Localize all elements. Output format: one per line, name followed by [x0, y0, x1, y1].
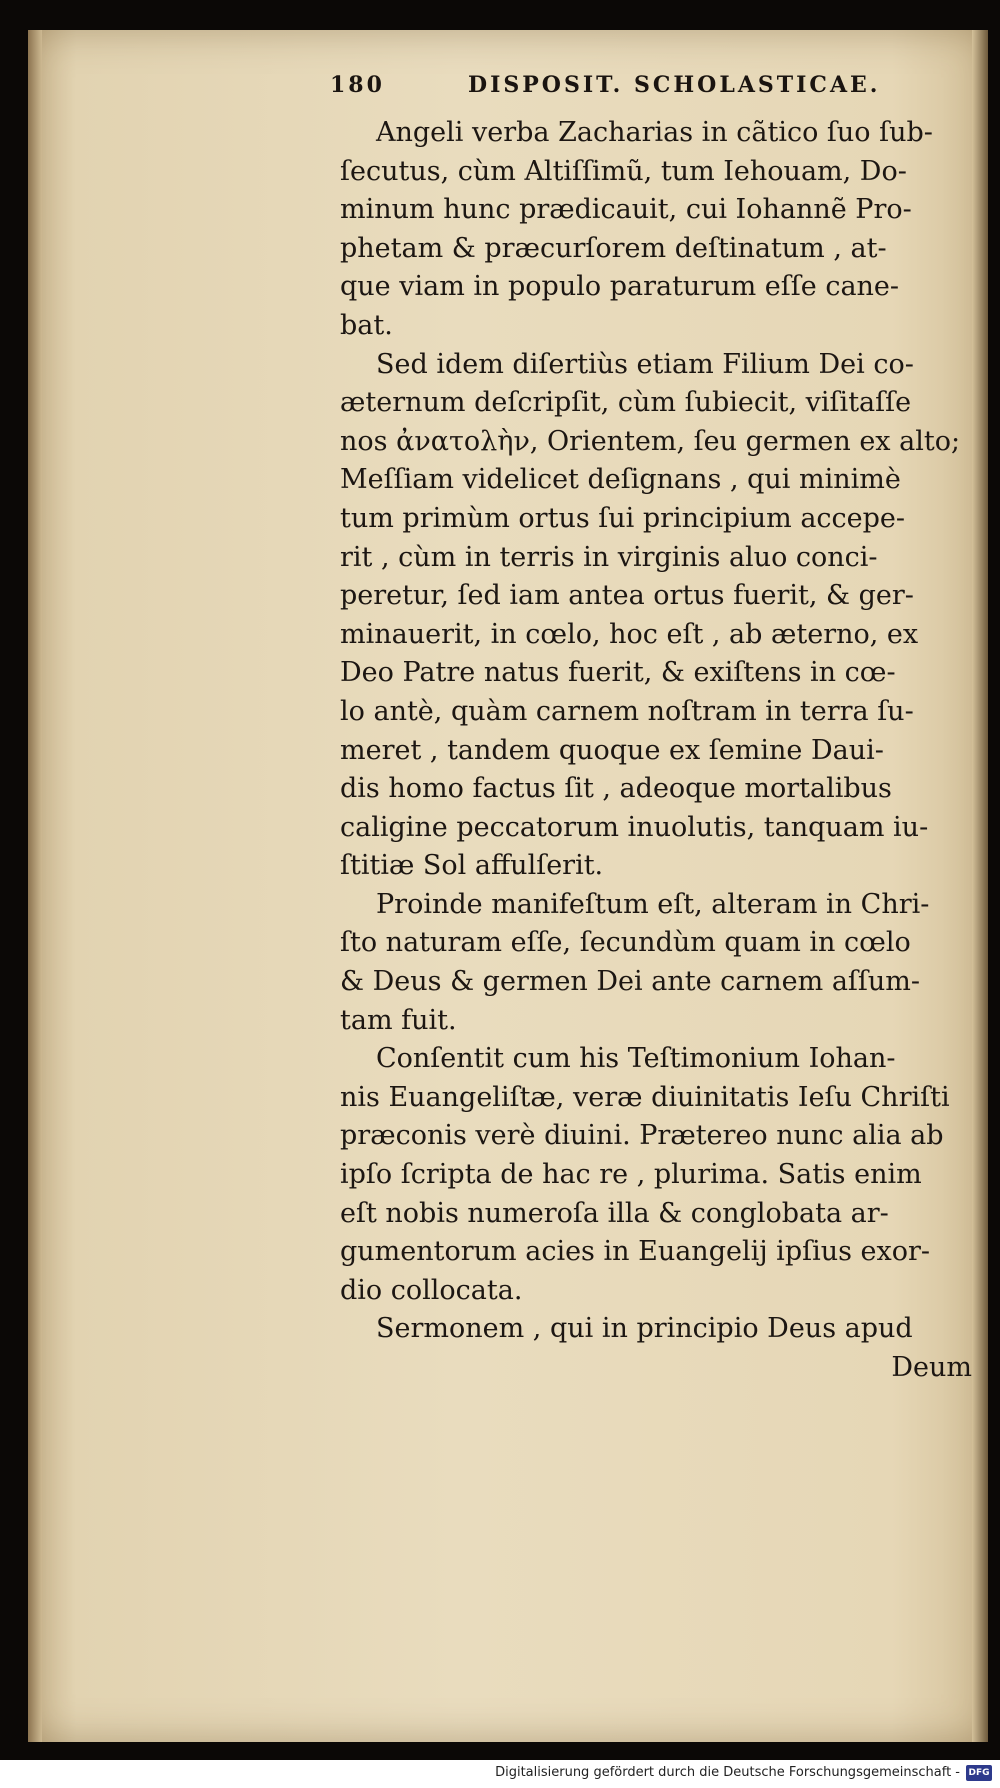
text-line: Sermonem , qui in principio Deus apud	[376, 1313, 913, 1345]
text-line: tam fuit.	[340, 1004, 457, 1036]
text-line: minum hunc prædicauit, cui Iohannẽ Pro-	[340, 194, 912, 226]
text-line: Deo Patre natus fuerit, & exiſtens in cœ-	[340, 657, 896, 689]
text-line: ipſo ſcripta de hac re , plurima. Satis enim	[340, 1159, 922, 1191]
text-line: peretur, ſed iam antea ortus fuerit, & ger-	[340, 580, 914, 612]
text-line: phetam & præcurſorem deſtinatum , at-	[340, 232, 887, 264]
text-line: ſto naturam eſſe, ſecundùm quam in cœlo	[340, 927, 911, 959]
running-head: DISPOSIT. SCHOLASTICAE.	[468, 72, 881, 98]
text-line: Conſentit cum his Teſtimonium Iohan-	[376, 1043, 896, 1075]
page-gutter-shadow	[28, 30, 42, 1742]
page-number: 180	[330, 72, 385, 98]
text-line: Angeli verba Zacharias in cãtico ſuo ſub-	[376, 117, 933, 148]
text-line: gumentorum acies in Euangelij ipſius exor-	[340, 1236, 931, 1268]
page-header	[330, 72, 980, 102]
text-line: meret , tandem quoque ex ſemine Daui-	[340, 734, 884, 766]
dfg-logo-icon: DFG	[966, 1765, 992, 1781]
text-line: bat.	[340, 309, 393, 341]
text-line: tum primùm ortus ſui principium accepe-	[340, 502, 906, 534]
text-line: ſecutus, cùm Altiſſimũ, tum Iehouam, Do-	[340, 155, 907, 187]
text-line: æternum deſcripſit, cùm ſubiecit, viſitaſſe	[340, 387, 912, 419]
body-text	[340, 114, 976, 1388]
text-line: Sed idem diſertiùs etiam Filium Dei co-	[376, 348, 914, 380]
funding-notice: Digitalisierung gefördert durch die Deutsche Forschungsgemeinschaft -	[495, 1765, 960, 1780]
text-line: lo antè, quàm carnem noſtram in terra ſu-	[340, 695, 914, 727]
text-line: & Deus & germen Dei ante carnem aſſum-	[340, 966, 921, 998]
text-line: Meſſiam videlicet deſignans , qui minimè	[340, 464, 901, 496]
catchword: Deum	[891, 1352, 972, 1383]
text-line: dis homo factus ſit , adeoque mortalibus	[340, 773, 892, 805]
text-line: nis Euangeliſtæ, veræ diuinitatis Ieſu Chriſti	[340, 1081, 950, 1113]
digitization-footer	[0, 1760, 1000, 1788]
text-line: eſt nobis numeroſa illa & conglobata ar-	[340, 1197, 889, 1229]
text-line: rit , cùm in terris in virginis aluo conci-	[340, 541, 878, 573]
text-line: nos ἀνατολὴν, Orientem, ſeu germen ex alto;	[340, 425, 961, 457]
text-line: dio collocata.	[340, 1274, 523, 1306]
text-line: præconis verè diuini. Prætereo nunc alia ab	[340, 1120, 944, 1152]
text-line: caligine peccatorum inuolutis, tanquam iu-	[340, 811, 929, 843]
text-line: minauerit, in cœlo, hoc eſt , ab æterno, ex	[340, 618, 919, 650]
text-line: que viam in populo paraturum eſſe cane-	[340, 271, 900, 303]
text-line: Proinde manifeſtum eſt, alteram in Chri-	[376, 888, 930, 920]
text-line: ſtitiæ Sol affulſerit.	[340, 850, 604, 882]
